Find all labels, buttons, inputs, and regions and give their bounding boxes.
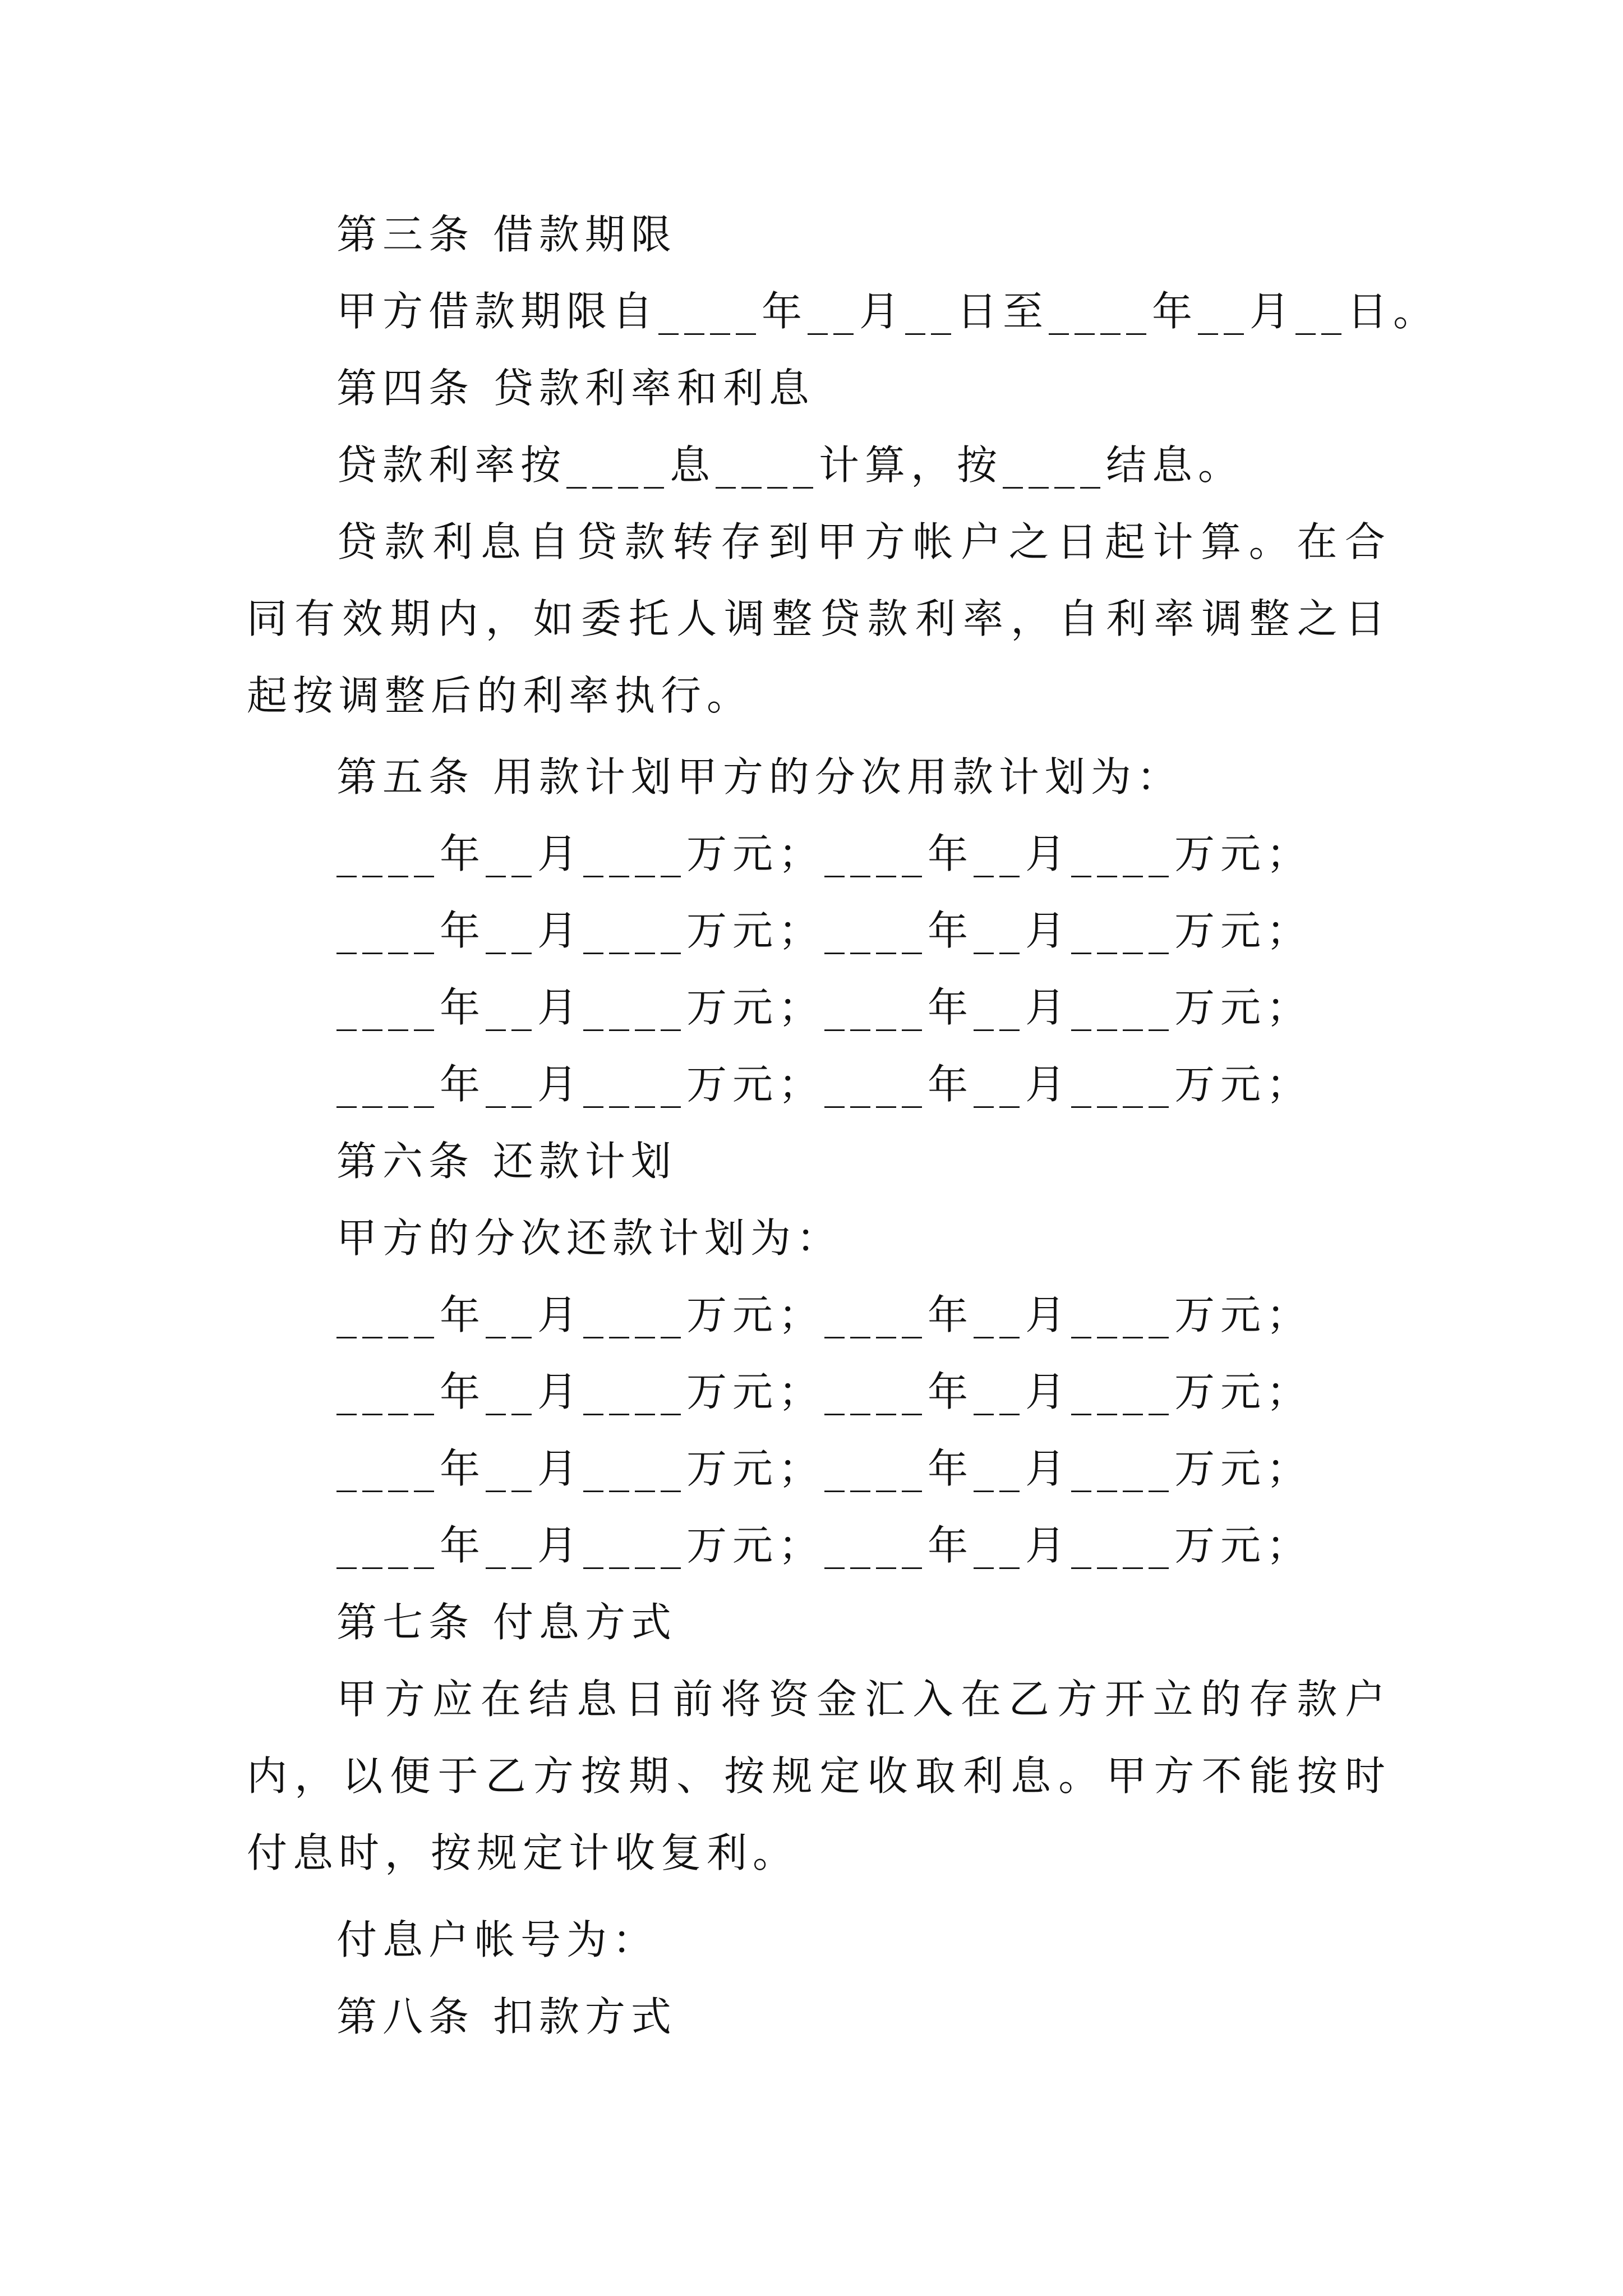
article-5-heading: 第五条 用款计划甲方的分次用款计划为： [336,753,1183,800]
article-6-plan-row: ____年__月____万元；____年__月____万元； [336,1522,1313,1569]
article-6-plan-row: ____年__月____万元；____年__月____万元； [336,1368,1313,1415]
article-5-plan-row: ____年__月____万元；____年__月____万元； [336,984,1313,1031]
article-4-interest-paragraph: 贷款利息自贷款转存到甲方帐户之日起计算。在合同有效期内，如委托人调整贷款利率，自利率调整之日起按调整后的利率执行。 [247,518,1391,719]
document-body [247,196,1440,2055]
article-3-heading: 第三条 借款期限 [336,211,677,258]
article-5-plan-row: ____年__月____万元；____年__月____万元； [336,907,1313,954]
article-8-heading: 第八条 扣款方式 [336,1993,677,2040]
article-4-interest-rate: 贷款利率按____息____计算，按____结息。 [336,441,1244,489]
article-6-intro: 甲方的分次还款计划为： [336,1214,843,1262]
article-7-heading: 第七条 付息方式 [336,1599,677,1646]
article-5-plan-row: ____年__月____万元；____年__月____万元； [336,1061,1313,1108]
article-3-loan-term: 甲方借款期限自____年__月__日至____年__月__日。 [336,288,1440,335]
article-7-account: 付息户帐号为： [336,1916,659,1963]
article-5-plan-row: ____年__月____万元；____年__月____万元； [336,830,1313,877]
article-6-heading: 第六条 还款计划 [336,1138,677,1185]
article-6-plan-row: ____年__月____万元；____年__月____万元； [336,1445,1313,1492]
article-6-plan-row: ____年__月____万元；____年__月____万元； [336,1291,1313,1338]
article-7-paragraph: 甲方应在结息日前将资金汇入在乙方开立的存款户内，以便于乙方按期、按规定收取利息。甲方不能按时付息时，按规定计收复利。 [247,1676,1391,1876]
article-4-heading: 第四条 贷款利率和利息 [336,365,815,412]
